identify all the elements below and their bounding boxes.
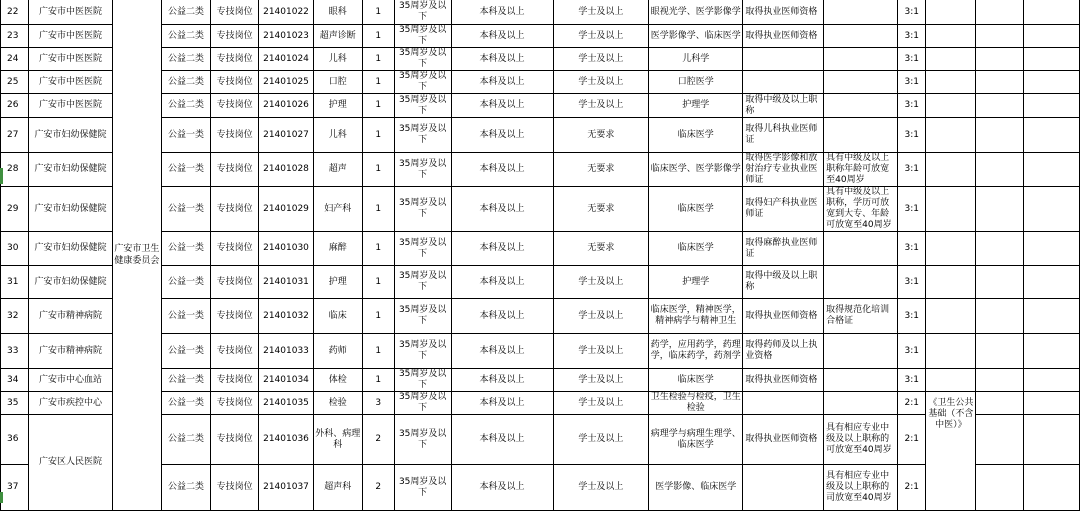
age-cell: 35周岁及以下 bbox=[394, 71, 451, 94]
other-cell bbox=[824, 118, 898, 153]
name-cell: 护理 bbox=[313, 94, 362, 118]
name-cell: 妇产科 bbox=[313, 187, 362, 232]
code-cell: 21401032 bbox=[259, 299, 314, 334]
degree-cell: 无要求 bbox=[553, 187, 649, 232]
unit-cell: 广安市妇幼保健院 bbox=[29, 118, 112, 153]
type-cell: 公益一类 bbox=[161, 334, 210, 369]
post-cell: 专技岗位 bbox=[211, 118, 259, 153]
other-cell bbox=[824, 25, 898, 48]
no-cell: 24 bbox=[1, 48, 29, 71]
blank-cell bbox=[976, 369, 1024, 392]
post-cell: 专技岗位 bbox=[211, 334, 259, 369]
code-cell: 21401022 bbox=[259, 0, 314, 25]
count-cell: 1 bbox=[362, 187, 394, 232]
exam-cell bbox=[926, 369, 976, 392]
exam-cell bbox=[926, 94, 976, 118]
table-row bbox=[1, 71, 1080, 94]
type-cell: 公益二类 bbox=[161, 0, 210, 25]
other-cell bbox=[824, 369, 898, 392]
exam-cell bbox=[926, 48, 976, 71]
no-cell: 27 bbox=[1, 118, 29, 153]
blank-cell bbox=[976, 48, 1024, 71]
no-cell: 36 bbox=[1, 415, 29, 465]
edu-cell: 本科及以上 bbox=[451, 71, 553, 94]
blank-cell bbox=[1023, 48, 1079, 71]
code-cell: 21401029 bbox=[259, 187, 314, 232]
blank-cell bbox=[976, 25, 1024, 48]
degree-cell: 学士及以上 bbox=[553, 94, 649, 118]
ratio-cell: 3:1 bbox=[898, 71, 926, 94]
post-cell: 专技岗位 bbox=[211, 71, 259, 94]
count-cell: 2 bbox=[362, 465, 394, 511]
other-cell: 具有中级及以上职称，学历可放宽到大专、年龄可放宽至40周岁 bbox=[824, 187, 898, 232]
cond-cell bbox=[743, 392, 824, 415]
age-cell: 35周岁及以下 bbox=[394, 334, 451, 369]
degree-cell: 学士及以上 bbox=[553, 71, 649, 94]
table-row bbox=[1, 415, 1080, 465]
cond-cell: 取得医学影像和放射治疗专业执业医师证 bbox=[743, 153, 824, 187]
no-cell: 25 bbox=[1, 71, 29, 94]
post-cell: 专技岗位 bbox=[211, 465, 259, 511]
type-cell: 公益一类 bbox=[161, 266, 210, 299]
cond-cell: 取得中级及以上职称 bbox=[743, 94, 824, 118]
age-cell: 35周岁及以下 bbox=[394, 465, 451, 511]
ratio-cell: 3:1 bbox=[898, 299, 926, 334]
cond-cell bbox=[743, 71, 824, 94]
blank-cell bbox=[1023, 118, 1079, 153]
type-cell: 公益二类 bbox=[161, 415, 210, 465]
blank-cell bbox=[976, 187, 1024, 232]
ratio-cell: 2:1 bbox=[898, 465, 926, 511]
major-cell: 临床医学 bbox=[649, 369, 743, 392]
age-cell: 35周岁及以下 bbox=[394, 369, 451, 392]
edu-cell: 本科及以上 bbox=[451, 25, 553, 48]
exam-cell bbox=[926, 187, 976, 232]
type-cell: 公益一类 bbox=[161, 153, 210, 187]
cond-cell: 取得药师及以上执业资格 bbox=[743, 334, 824, 369]
other-cell: 具有相应专业中级及以上职称的可放宽至40周岁 bbox=[824, 415, 898, 465]
age-cell: 35周岁及以下 bbox=[394, 48, 451, 71]
blank-cell bbox=[976, 118, 1024, 153]
exam-cell bbox=[926, 153, 976, 187]
table-row bbox=[1, 334, 1080, 369]
no-cell: 22 bbox=[1, 0, 29, 25]
ratio-cell: 3:1 bbox=[898, 48, 926, 71]
age-cell: 35周岁及以下 bbox=[394, 118, 451, 153]
no-cell: 31 bbox=[1, 266, 29, 299]
edu-cell: 本科及以上 bbox=[451, 465, 553, 511]
ratio-cell: 3:1 bbox=[898, 266, 926, 299]
age-cell: 35周岁及以下 bbox=[394, 415, 451, 465]
major-cell: 医学影像学、临床医学 bbox=[649, 25, 743, 48]
major-cell: 病理学与病理生理学、临床医学 bbox=[649, 415, 743, 465]
blank-cell bbox=[976, 392, 1024, 415]
unit-cell: 广安市中医医院 bbox=[29, 25, 112, 48]
edu-cell: 本科及以上 bbox=[451, 0, 553, 25]
blank-cell bbox=[1023, 392, 1079, 415]
count-cell: 1 bbox=[362, 71, 394, 94]
blank-cell bbox=[1023, 71, 1079, 94]
edu-cell: 本科及以上 bbox=[451, 369, 553, 392]
cond-cell: 取得执业医师资格 bbox=[743, 369, 824, 392]
major-cell: 临床医学 bbox=[649, 187, 743, 232]
name-cell: 护理 bbox=[313, 266, 362, 299]
count-cell: 1 bbox=[362, 232, 394, 266]
type-cell: 公益二类 bbox=[161, 25, 210, 48]
table-row bbox=[1, 232, 1080, 266]
count-cell: 1 bbox=[362, 0, 394, 25]
unit-cell: 广安市中心血站 bbox=[29, 369, 112, 392]
other-cell bbox=[824, 71, 898, 94]
other-cell bbox=[824, 392, 898, 415]
no-cell: 32 bbox=[1, 299, 29, 334]
blank-cell bbox=[976, 415, 1024, 465]
no-cell: 26 bbox=[1, 94, 29, 118]
unit-cell: 广安市妇幼保健院 bbox=[29, 187, 112, 232]
name-cell: 药师 bbox=[313, 334, 362, 369]
blank-cell bbox=[976, 299, 1024, 334]
edu-cell: 本科及以上 bbox=[451, 232, 553, 266]
unit-cell: 广安市妇幼保健院 bbox=[29, 266, 112, 299]
other-cell bbox=[824, 232, 898, 266]
degree-cell: 学士及以上 bbox=[553, 465, 649, 511]
table-row bbox=[1, 48, 1080, 71]
blank-cell bbox=[976, 465, 1024, 511]
degree-cell: 无要求 bbox=[553, 153, 649, 187]
exam-cell bbox=[926, 0, 976, 25]
ratio-cell: 3:1 bbox=[898, 118, 926, 153]
cond-cell: 取得麻醉执业医师证 bbox=[743, 232, 824, 266]
age-cell: 35周岁及以下 bbox=[394, 232, 451, 266]
edu-cell: 本科及以上 bbox=[451, 299, 553, 334]
other-cell: 取得规范化培训合格证 bbox=[824, 299, 898, 334]
no-cell: 23 bbox=[1, 25, 29, 48]
age-cell: 35周岁及以下 bbox=[394, 94, 451, 118]
major-cell: 护理学 bbox=[649, 94, 743, 118]
cell-marker bbox=[0, 168, 3, 184]
type-cell: 公益二类 bbox=[161, 48, 210, 71]
cell-marker bbox=[0, 492, 3, 503]
blank-cell bbox=[1023, 266, 1079, 299]
no-cell: 28 bbox=[1, 153, 29, 187]
table-row bbox=[1, 465, 1080, 511]
age-cell: 35周岁及以下 bbox=[394, 25, 451, 48]
edu-cell: 本科及以上 bbox=[451, 415, 553, 465]
post-cell: 专技岗位 bbox=[211, 25, 259, 48]
unit-cell: 广安市精神病院 bbox=[29, 299, 112, 334]
type-cell: 公益一类 bbox=[161, 369, 210, 392]
edu-cell: 本科及以上 bbox=[451, 334, 553, 369]
edu-cell: 本科及以上 bbox=[451, 118, 553, 153]
count-cell: 1 bbox=[362, 94, 394, 118]
type-cell: 公益一类 bbox=[161, 118, 210, 153]
code-cell: 21401030 bbox=[259, 232, 314, 266]
ratio-cell: 3:1 bbox=[898, 187, 926, 232]
major-cell: 临床医学 bbox=[649, 232, 743, 266]
code-cell: 21401035 bbox=[259, 392, 314, 415]
code-cell: 21401036 bbox=[259, 415, 314, 465]
no-cell: 29 bbox=[1, 187, 29, 232]
post-cell: 专技岗位 bbox=[211, 0, 259, 25]
name-cell: 超声 bbox=[313, 153, 362, 187]
code-cell: 21401033 bbox=[259, 334, 314, 369]
unit-cell: 广安区人民医院 bbox=[29, 415, 112, 511]
blank-cell bbox=[976, 266, 1024, 299]
other-cell bbox=[824, 266, 898, 299]
unit-cell: 广安市精神病院 bbox=[29, 334, 112, 369]
type-cell: 公益一类 bbox=[161, 232, 210, 266]
no-cell: 30 bbox=[1, 232, 29, 266]
post-cell: 专技岗位 bbox=[211, 266, 259, 299]
major-cell: 药学，应用药学，药理学，临床药学，药剂学 bbox=[649, 334, 743, 369]
exam-cell bbox=[926, 232, 976, 266]
count-cell: 3 bbox=[362, 392, 394, 415]
major-cell: 卫生检验与检疫，卫生检验 bbox=[649, 392, 743, 415]
table-row bbox=[1, 187, 1080, 232]
name-cell: 麻醉 bbox=[313, 232, 362, 266]
ratio-cell: 3:1 bbox=[898, 94, 926, 118]
ratio-cell: 3:1 bbox=[898, 334, 926, 369]
table-row bbox=[1, 153, 1080, 187]
table-row bbox=[1, 25, 1080, 48]
blank-cell bbox=[976, 334, 1024, 369]
ratio-cell: 3:1 bbox=[898, 0, 926, 25]
code-cell: 21401027 bbox=[259, 118, 314, 153]
degree-cell: 学士及以上 bbox=[553, 334, 649, 369]
post-cell: 专技岗位 bbox=[211, 369, 259, 392]
major-cell: 临床医学、医学影像学 bbox=[649, 153, 743, 187]
cond-cell: 取得妇产科执业医师证 bbox=[743, 187, 824, 232]
code-cell: 21401025 bbox=[259, 71, 314, 94]
exam-cell bbox=[926, 266, 976, 299]
unit-cell: 广安市中医医院 bbox=[29, 94, 112, 118]
degree-cell: 学士及以上 bbox=[553, 0, 649, 25]
major-cell: 临床医学 bbox=[649, 118, 743, 153]
name-cell: 儿科 bbox=[313, 48, 362, 71]
other-cell: 具有相应专业中级及以上职称的司放宽至40周岁 bbox=[824, 465, 898, 511]
code-cell: 21401034 bbox=[259, 369, 314, 392]
blank-cell bbox=[1023, 153, 1079, 187]
major-cell: 口腔医学 bbox=[649, 71, 743, 94]
edu-cell: 本科及以上 bbox=[451, 266, 553, 299]
edu-cell: 本科及以上 bbox=[451, 94, 553, 118]
blank-cell bbox=[976, 232, 1024, 266]
name-cell: 眼科 bbox=[313, 0, 362, 25]
type-cell: 公益一类 bbox=[161, 392, 210, 415]
other-cell bbox=[824, 94, 898, 118]
exam-cell bbox=[926, 334, 976, 369]
unit-cell: 广安市妇幼保健院 bbox=[29, 153, 112, 187]
blank-cell bbox=[1023, 465, 1079, 511]
other-cell bbox=[824, 48, 898, 71]
degree-cell: 无要求 bbox=[553, 118, 649, 153]
type-cell: 公益一类 bbox=[161, 187, 210, 232]
department-cell: 广安市卫生健康委员会 bbox=[112, 0, 161, 511]
ratio-cell: 2:1 bbox=[898, 392, 926, 415]
table-row bbox=[1, 94, 1080, 118]
age-cell: 35周岁及以下 bbox=[394, 266, 451, 299]
count-cell: 1 bbox=[362, 369, 394, 392]
cond-cell bbox=[743, 48, 824, 71]
cond-cell: 取得中级及以上职称 bbox=[743, 266, 824, 299]
cond-cell: 取得执业医师资格 bbox=[743, 299, 824, 334]
blank-cell bbox=[1023, 299, 1079, 334]
ratio-cell: 3:1 bbox=[898, 25, 926, 48]
blank-cell bbox=[1023, 369, 1079, 392]
degree-cell: 无要求 bbox=[553, 232, 649, 266]
ratio-cell: 3:1 bbox=[898, 232, 926, 266]
count-cell: 1 bbox=[362, 334, 394, 369]
major-cell: 儿科学 bbox=[649, 48, 743, 71]
post-cell: 专技岗位 bbox=[211, 299, 259, 334]
cond-cell: 取得执业医师资格 bbox=[743, 25, 824, 48]
major-cell: 眼视光学、医学影像学 bbox=[649, 0, 743, 25]
count-cell: 1 bbox=[362, 299, 394, 334]
name-cell: 检验 bbox=[313, 392, 362, 415]
blank-cell bbox=[1023, 232, 1079, 266]
blank-cell bbox=[1023, 25, 1079, 48]
count-cell: 1 bbox=[362, 25, 394, 48]
name-cell: 超声诊断 bbox=[313, 25, 362, 48]
exam-cell bbox=[926, 71, 976, 94]
unit-cell: 广安市妇幼保健院 bbox=[29, 232, 112, 266]
type-cell: 公益二类 bbox=[161, 94, 210, 118]
post-cell: 专技岗位 bbox=[211, 94, 259, 118]
edu-cell: 本科及以上 bbox=[451, 153, 553, 187]
post-cell: 专技岗位 bbox=[211, 153, 259, 187]
name-cell: 体检 bbox=[313, 369, 362, 392]
age-cell: 35周岁及以下 bbox=[394, 299, 451, 334]
post-cell: 专技岗位 bbox=[211, 232, 259, 266]
blank-cell bbox=[976, 0, 1024, 25]
count-cell: 1 bbox=[362, 153, 394, 187]
degree-cell: 学士及以上 bbox=[553, 25, 649, 48]
type-cell: 公益一类 bbox=[161, 299, 210, 334]
major-cell: 医学影像、临床医学 bbox=[649, 465, 743, 511]
degree-cell: 学士及以上 bbox=[553, 415, 649, 465]
blank-cell bbox=[976, 71, 1024, 94]
blank-cell bbox=[1023, 0, 1079, 25]
degree-cell: 学士及以上 bbox=[553, 299, 649, 334]
no-cell: 33 bbox=[1, 334, 29, 369]
post-cell: 专技岗位 bbox=[211, 187, 259, 232]
post-cell: 专技岗位 bbox=[211, 48, 259, 71]
table-row bbox=[1, 266, 1080, 299]
edu-cell: 本科及以上 bbox=[451, 187, 553, 232]
blank-cell bbox=[976, 153, 1024, 187]
edu-cell: 本科及以上 bbox=[451, 392, 553, 415]
code-cell: 21401031 bbox=[259, 266, 314, 299]
degree-cell: 学士及以上 bbox=[553, 48, 649, 71]
blank-cell bbox=[976, 94, 1024, 118]
name-cell: 外科、病理科 bbox=[313, 415, 362, 465]
name-cell: 超声科 bbox=[313, 465, 362, 511]
major-cell: 护理学 bbox=[649, 266, 743, 299]
other-cell bbox=[824, 334, 898, 369]
table-row bbox=[1, 392, 1080, 415]
name-cell: 临床 bbox=[313, 299, 362, 334]
code-cell: 21401026 bbox=[259, 94, 314, 118]
exam-cell bbox=[926, 299, 976, 334]
unit-cell: 广安市疾控中心 bbox=[29, 392, 112, 415]
age-cell: 35周岁及以下 bbox=[394, 0, 451, 25]
cond-cell: 取得儿科执业医师证 bbox=[743, 118, 824, 153]
count-cell: 1 bbox=[362, 118, 394, 153]
age-cell: 35周岁及以下 bbox=[394, 153, 451, 187]
blank-cell bbox=[1023, 94, 1079, 118]
exam-cell: 《卫生公共基础（不含中医）》 bbox=[926, 392, 976, 511]
table-row bbox=[1, 299, 1080, 334]
count-cell: 1 bbox=[362, 48, 394, 71]
age-cell: 35周岁及以下 bbox=[394, 187, 451, 232]
unit-cell: 广安市中医医院 bbox=[29, 48, 112, 71]
code-cell: 21401024 bbox=[259, 48, 314, 71]
ratio-cell: 3:1 bbox=[898, 369, 926, 392]
table-row bbox=[1, 369, 1080, 392]
no-cell: 35 bbox=[1, 392, 29, 415]
count-cell: 1 bbox=[362, 266, 394, 299]
other-cell: 具有中级及以上职称年龄可放宽至40周岁 bbox=[824, 153, 898, 187]
type-cell: 公益二类 bbox=[161, 465, 210, 511]
name-cell: 口腔 bbox=[313, 71, 362, 94]
no-cell: 34 bbox=[1, 369, 29, 392]
exam-cell bbox=[926, 118, 976, 153]
table-row bbox=[1, 0, 1080, 25]
count-cell: 2 bbox=[362, 415, 394, 465]
post-cell: 专技岗位 bbox=[211, 392, 259, 415]
table-row bbox=[1, 118, 1080, 153]
age-cell: 35周岁及以下 bbox=[394, 392, 451, 415]
post-cell: 专技岗位 bbox=[211, 415, 259, 465]
code-cell: 21401023 bbox=[259, 25, 314, 48]
unit-cell: 广安市中医医院 bbox=[29, 71, 112, 94]
cond-cell: 取得执业医师资格 bbox=[743, 415, 824, 465]
degree-cell: 学士及以上 bbox=[553, 392, 649, 415]
degree-cell: 学士及以上 bbox=[553, 266, 649, 299]
ratio-cell: 2:1 bbox=[898, 415, 926, 465]
ratio-cell: 3:1 bbox=[898, 153, 926, 187]
table-body bbox=[1, 0, 1080, 511]
type-cell: 公益二类 bbox=[161, 71, 210, 94]
cond-cell bbox=[743, 465, 824, 511]
blank-cell bbox=[1023, 334, 1079, 369]
code-cell: 21401037 bbox=[259, 465, 314, 511]
no-cell: 37 bbox=[1, 465, 29, 511]
blank-cell bbox=[1023, 187, 1079, 232]
degree-cell: 学士及以上 bbox=[553, 369, 649, 392]
blank-cell bbox=[1023, 415, 1079, 465]
code-cell: 21401028 bbox=[259, 153, 314, 187]
edu-cell: 本科及以上 bbox=[451, 48, 553, 71]
major-cell: 临床医学，精神医学，精神病学与精神卫生 bbox=[649, 299, 743, 334]
unit-cell: 广安市中医医院 bbox=[29, 0, 112, 25]
exam-cell bbox=[926, 25, 976, 48]
name-cell: 儿科 bbox=[313, 118, 362, 153]
cond-cell: 取得执业医师资格 bbox=[743, 0, 824, 25]
other-cell bbox=[824, 0, 898, 25]
